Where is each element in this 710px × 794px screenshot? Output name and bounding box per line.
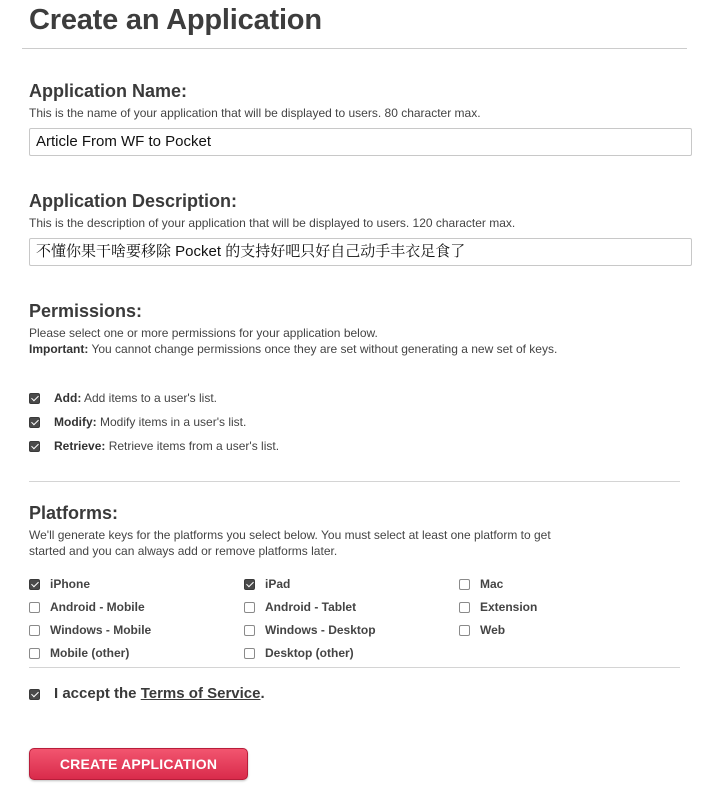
permission-retrieve-name: Retrieve: — [54, 439, 106, 453]
terms-prefix: I accept the — [54, 685, 141, 702]
platform-web-checkbox[interactable] — [459, 625, 470, 636]
permission-modify-desc: Modify items in a user's list. — [96, 415, 247, 429]
platform-iphone-checkbox[interactable] — [29, 579, 40, 590]
create-application-button[interactable]: CREATE APPLICATION — [29, 748, 248, 780]
platform-ipad-checkbox[interactable] — [244, 579, 255, 590]
permission-retrieve-checkbox[interactable] — [29, 441, 40, 452]
terms-of-service-link[interactable]: Terms of Service — [140, 685, 261, 702]
platforms-help: We'll generate keys for the platforms you select below. You must select at least one platform to get started and you can always add or remove platforms later. — [29, 528, 551, 558]
platform-iphone-label: iPhone — [50, 577, 91, 591]
platform-mac-checkbox[interactable] — [459, 579, 470, 590]
app-name-input[interactable] — [29, 128, 692, 156]
platform-android-mobile-label: Android - Mobile — [50, 600, 145, 614]
title-divider — [22, 48, 687, 49]
permission-add-name: Add: — [54, 391, 82, 405]
app-description-input[interactable] — [29, 238, 692, 266]
permissions-divider — [29, 481, 680, 482]
app-description-label: Application Description: — [29, 191, 238, 211]
app-name-label: Application Name: — [29, 81, 188, 101]
permissions-label: Permissions: — [29, 301, 143, 321]
platform-mac-label: Mac — [480, 577, 504, 591]
platform-extension-label: Extension — [480, 600, 538, 614]
platform-android-tablet-label: Android - Tablet — [265, 600, 357, 614]
platforms-label: Platforms: — [29, 503, 119, 523]
app-name-help: This is the name of your application that will be displayed to users. 80 character max. — [29, 106, 481, 120]
platform-android-mobile-checkbox[interactable] — [29, 602, 40, 613]
permissions-important-text: You cannot change permissions once they are set without generating a new set of keys. — [88, 342, 558, 356]
platforms-divider — [29, 667, 680, 668]
platform-android-tablet-checkbox[interactable] — [244, 602, 255, 613]
permissions-important-label: Important: — [29, 342, 89, 356]
permission-add-checkbox[interactable] — [29, 393, 40, 404]
permissions-help — [29, 325, 589, 357]
platform-windows-desktop-checkbox[interactable] — [244, 625, 255, 636]
platform-mobile-other-label: Mobile (other) — [50, 646, 130, 660]
permission-add-desc: Add items to a user's list. — [81, 391, 218, 405]
permissions-help-line1: Please select one or more permissions for your application below. — [29, 326, 378, 340]
permission-retrieve-desc: Retrieve items from a user's list. — [105, 439, 280, 453]
terms-checkbox[interactable] — [29, 689, 40, 700]
platform-windows-mobile-label: Windows - Mobile — [50, 623, 152, 637]
platform-extension-checkbox[interactable] — [459, 602, 470, 613]
platform-ipad-label: iPad — [265, 577, 291, 591]
platform-windows-mobile-checkbox[interactable] — [29, 625, 40, 636]
page-title: Create an Application — [29, 4, 322, 36]
permission-modify-checkbox[interactable] — [29, 417, 40, 428]
platform-desktop-other-checkbox[interactable] — [244, 648, 255, 659]
permission-modify-name: Modify: — [54, 415, 97, 429]
terms-suffix: . — [260, 685, 265, 702]
platform-web-label: Web — [480, 623, 506, 637]
app-description-help: This is the description of your application that will be displayed to users. 120 character max. — [29, 216, 516, 230]
platform-windows-desktop-label: Windows - Desktop — [265, 623, 376, 637]
platform-desktop-other-label: Desktop (other) — [265, 646, 354, 660]
platform-mobile-other-checkbox[interactable] — [29, 648, 40, 659]
